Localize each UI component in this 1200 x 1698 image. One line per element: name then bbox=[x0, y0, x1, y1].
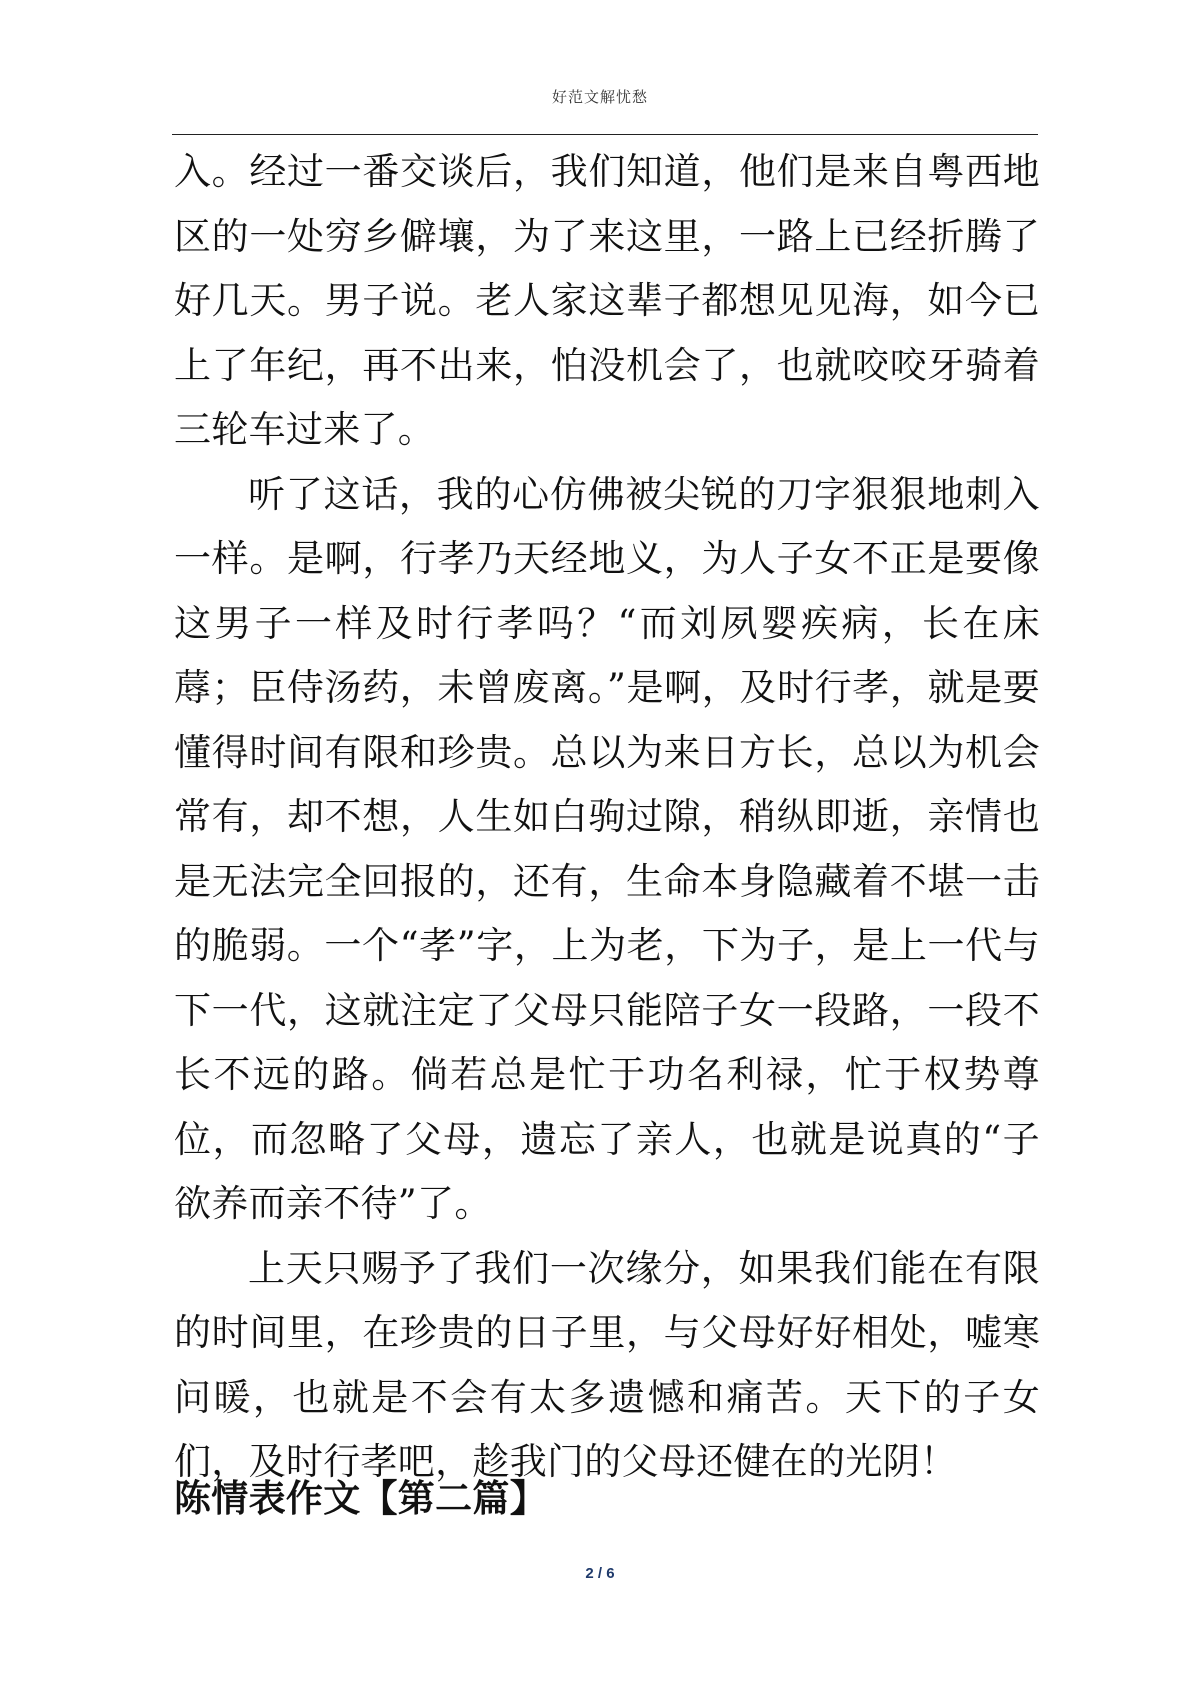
header-divider bbox=[172, 134, 1038, 135]
section-title: 陈情表作文【第二篇】 bbox=[174, 1476, 547, 1520]
paragraph-conclusion: 上天只赐予了我们一次缘分，如果我们能在有限的时间里，在珍贵的日子里，与父母好好相处，嘘寒问暖，也就是不会有太多遗憾和痛苦。天下的子女们，及时行孝吧，趁我门的父母还健在的光阴！ bbox=[174, 1246, 1040, 1483]
paragraph-filial-piety: 听了这话，我的心仿佛被尖锐的刀字狠狠地刺入一样。是啊，行孝乃天经地义，为人子女不正是要像这男子一样及时行孝吗？“而刘夙婴疾病，长在床蓐；臣侍汤药，未曾废离。”是啊，及时行孝，就是要懂得时间有限和珍贵。总以为来日方长，总以为机会常有，却不想，人生如白驹过隙，稍纵即逝，亲情也是无法完全回报的，还有，生命本身隐藏着不堪一击的脆弱。一个“孝”字，上为老，下为子，是上一代与下一代，这就注定了父母只能陪子女一段路，一段不长不远的路。倘若总是忙于功名利禄，忙于权势尊位，而忽略了父母，遗忘了亲人，也就是说真的“子欲养而亲不待”了。 bbox=[174, 472, 1040, 1225]
page-header-title: 好范文解忧愁 bbox=[551, 88, 648, 106]
paragraph-continuation: 入。经过一番交谈后，我们知道，他们是来自粤西地区的一处穷乡僻壤，为了来这里，一路上已经折腾了好几天。男子说。老人家这辈子都想见见海，如今已上了年纪，再不出来，怕没机会了，也就咬咬牙骑着三轮车过来了。 bbox=[174, 150, 1040, 451]
page-number: 2 / 6 bbox=[585, 1565, 615, 1582]
document-body bbox=[174, 140, 1040, 1495]
